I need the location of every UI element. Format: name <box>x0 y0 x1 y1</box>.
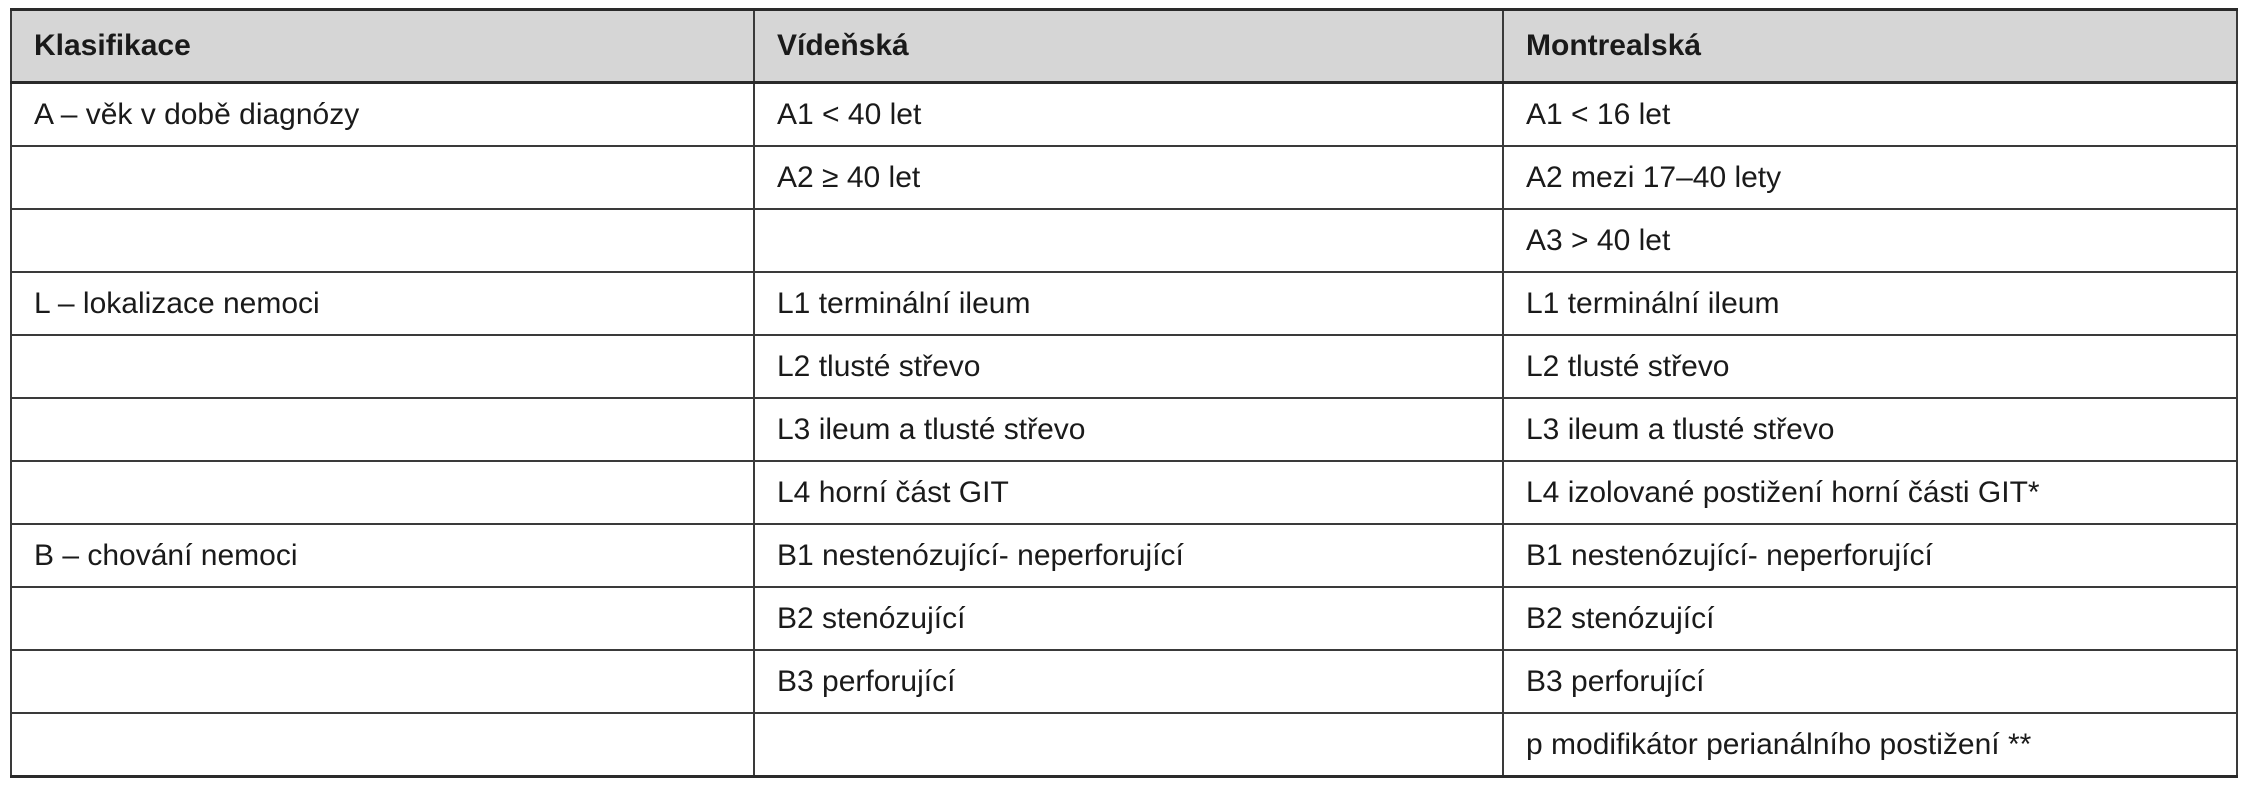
table-row <box>11 650 2237 713</box>
cell-montrealska: B2 stenózující <box>1503 587 2237 650</box>
cell-montrealska: p modifikátor perianálního postižení ** <box>1503 713 2237 777</box>
cell-videnska: A1 < 40 let <box>754 83 1503 147</box>
cell-videnska: B1 nestenózující- neperforující <box>754 524 1503 587</box>
cell-klasifikace <box>11 146 754 209</box>
cell-klasifikace <box>11 713 754 777</box>
cell-montrealska: A1 < 16 let <box>1503 83 2237 147</box>
header-klasifikace: Klasifikace <box>11 10 754 83</box>
cell-videnska <box>754 713 1503 777</box>
cell-klasifikace <box>11 209 754 272</box>
table-row <box>11 83 2237 147</box>
cell-montrealska: B3 perforující <box>1503 650 2237 713</box>
table-row <box>11 524 2237 587</box>
cell-videnska: B3 perforující <box>754 650 1503 713</box>
cell-montrealska: L4 izolované postižení horní části GIT* <box>1503 461 2237 524</box>
table-row <box>11 146 2237 209</box>
table-row <box>11 587 2237 650</box>
cell-videnska: L1 terminální ileum <box>754 272 1503 335</box>
cell-montrealska: L2 tlusté střevo <box>1503 335 2237 398</box>
cell-klasifikace <box>11 650 754 713</box>
cell-klasifikace: L – lokalizace nemoci <box>11 272 754 335</box>
cell-videnska: B2 stenózující <box>754 587 1503 650</box>
cell-videnska: L4 horní část GIT <box>754 461 1503 524</box>
table-row <box>11 461 2237 524</box>
table-row <box>11 209 2237 272</box>
cell-montrealska: B1 nestenózující- neperforující <box>1503 524 2237 587</box>
header-videnska: Vídeňská <box>754 10 1503 83</box>
table-row <box>11 335 2237 398</box>
classification-table <box>10 8 2238 778</box>
cell-videnska: L3 ileum a tlusté střevo <box>754 398 1503 461</box>
table-row <box>11 713 2237 777</box>
cell-montrealska: A3 > 40 let <box>1503 209 2237 272</box>
cell-klasifikace: B – chování nemoci <box>11 524 754 587</box>
cell-videnska: L2 tlusté střevo <box>754 335 1503 398</box>
cell-videnska: A2 ≥ 40 let <box>754 146 1503 209</box>
cell-montrealska: L3 ileum a tlusté střevo <box>1503 398 2237 461</box>
header-montrealska: Montrealská <box>1503 10 2237 83</box>
table-row <box>11 398 2237 461</box>
cell-klasifikace <box>11 398 754 461</box>
cell-klasifikace <box>11 335 754 398</box>
header-row <box>11 10 2237 83</box>
cell-videnska <box>754 209 1503 272</box>
table-header <box>11 10 2237 83</box>
classification-table-container <box>10 8 2236 778</box>
cell-montrealska: L1 terminální ileum <box>1503 272 2237 335</box>
cell-klasifikace: A – věk v době diagnózy <box>11 83 754 147</box>
cell-montrealska: A2 mezi 17–40 lety <box>1503 146 2237 209</box>
cell-klasifikace <box>11 587 754 650</box>
table-body <box>11 83 2237 777</box>
table-row <box>11 272 2237 335</box>
cell-klasifikace <box>11 461 754 524</box>
